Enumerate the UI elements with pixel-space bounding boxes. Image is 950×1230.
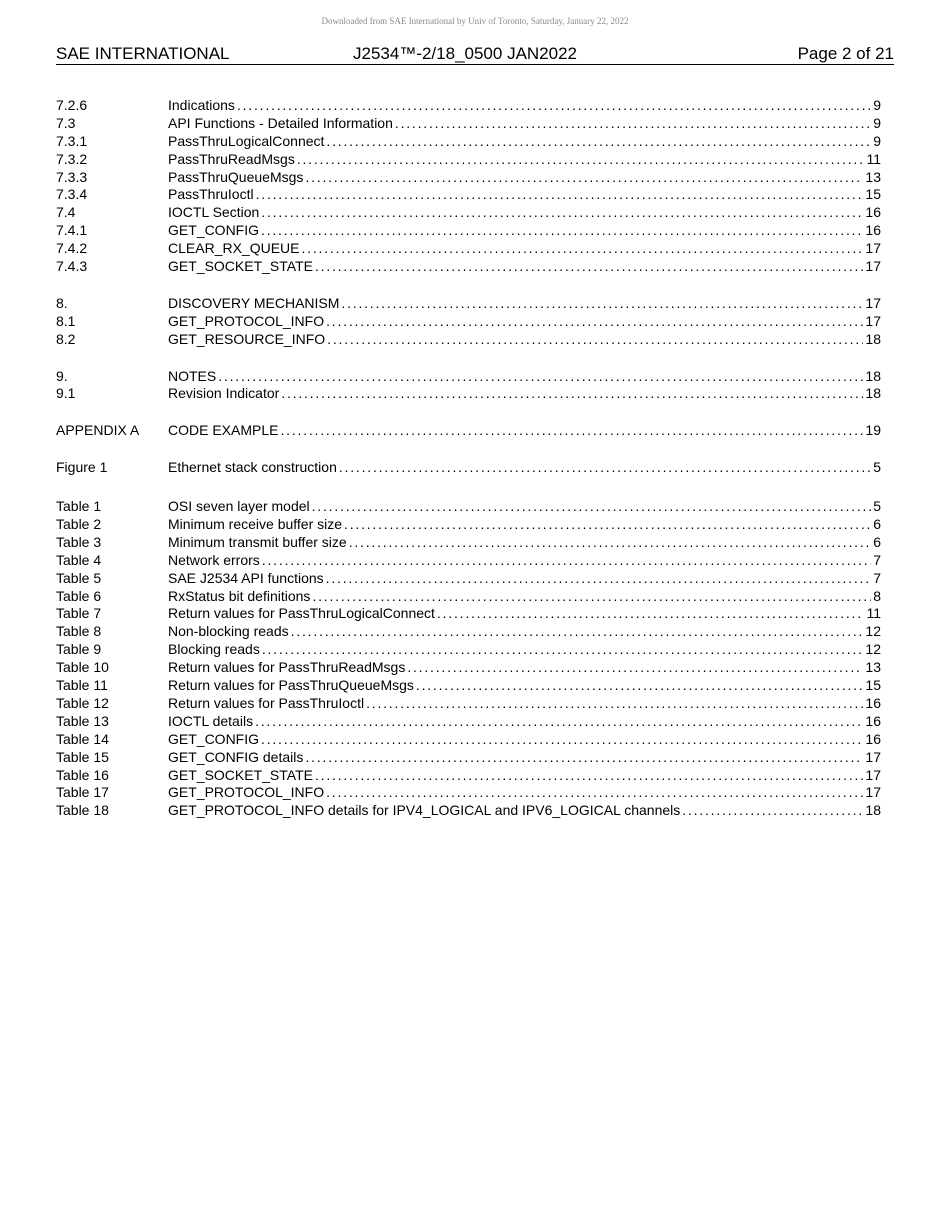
toc-entry-title: Minimum receive buffer size [168, 516, 343, 533]
toc-entry-title: CODE EXAMPLE [168, 422, 279, 439]
toc-entry[interactable] [56, 151, 881, 169]
header-doc-id: J2534™-2/18_0500 JAN2022 [353, 44, 577, 63]
toc-entry-body [168, 313, 881, 331]
table-of-contents [56, 97, 881, 820]
toc-dot-leader [395, 115, 871, 133]
toc-entry-title: RxStatus bit definitions [168, 587, 311, 604]
toc-entry-number: 7.2.6 [56, 97, 88, 113]
toc-entry-body [168, 731, 881, 749]
toc-dot-leader [261, 731, 863, 749]
toc-entry-page: 11 [866, 605, 881, 622]
toc-dot-leader [437, 605, 865, 623]
toc-entry[interactable] [56, 498, 881, 516]
toc-entry-number: APPENDIX A [56, 422, 140, 439]
toc-entry-title: Blocking reads [168, 641, 260, 658]
toc-entry-title: Indications [168, 97, 235, 113]
toc-entry-number: Table 5 [56, 569, 102, 586]
toc-entry-body [168, 133, 881, 151]
toc-entry-page: 18 [865, 385, 881, 402]
page-header [56, 43, 894, 65]
toc-entry-page: 12 [865, 641, 881, 658]
toc-dot-leader [341, 295, 863, 313]
toc-entry-body [168, 802, 881, 820]
toc-entry-body [168, 368, 881, 386]
toc-entry-title: SAE J2534 API functions [168, 569, 324, 586]
toc-entry-title: Minimum transmit buffer size [168, 533, 347, 550]
toc-entry[interactable] [56, 313, 881, 331]
toc-entry-number: Table 11 [56, 677, 108, 694]
header-page-label: Page 2 of 21 [797, 44, 894, 63]
toc-entry[interactable] [56, 169, 881, 187]
toc-entry-body [168, 784, 881, 802]
toc-entry-title: GET_SOCKET_STATE [168, 258, 313, 275]
toc-dot-leader [407, 659, 863, 677]
toc-entry-number: 7.3.2 [56, 150, 88, 167]
toc-dot-leader [312, 498, 872, 516]
toc-entry-body [168, 186, 881, 204]
toc-entry-number: Table 3 [56, 533, 102, 550]
toc-dot-leader [261, 204, 863, 222]
toc-dot-leader [349, 534, 872, 552]
toc-entry[interactable] [56, 641, 881, 659]
toc-entry-body [168, 641, 881, 659]
toc-entry-title: NOTES [168, 367, 217, 384]
toc-entry[interactable] [56, 222, 881, 240]
toc-entry-body [168, 115, 881, 133]
header-org: SAE INTERNATIONAL [56, 44, 230, 63]
toc-entry-body [168, 151, 881, 169]
toc-entry-number: Table 2 [56, 516, 102, 533]
toc-dot-leader [312, 588, 871, 606]
toc-entry[interactable] [56, 588, 881, 606]
toc-entry-number: Table 15 [56, 748, 109, 765]
toc-entry-number: Figure 1 [56, 459, 108, 476]
toc-entry-page: 5 [873, 459, 881, 476]
toc-entry-number: Table 16 [56, 766, 109, 783]
toc-entry-page: 17 [865, 766, 881, 783]
toc-entry-body [168, 295, 881, 313]
toc-entry-title: CLEAR_RX_QUEUE [168, 240, 300, 257]
toc-group-section-9 [56, 368, 881, 404]
toc-dot-leader [261, 222, 863, 240]
toc-dot-leader [327, 331, 863, 349]
toc-entry-number: Table 17 [56, 784, 109, 801]
toc-entry-page: 7 [873, 551, 881, 568]
toc-dot-leader [315, 258, 863, 276]
toc-entry-number: Table 18 [56, 802, 109, 819]
toc-dot-leader [262, 552, 871, 570]
toc-entry-title: Revision Indicator [168, 385, 280, 402]
toc-dot-leader [339, 459, 871, 477]
toc-entry[interactable] [56, 368, 881, 386]
toc-entry[interactable] [56, 422, 881, 440]
toc-dot-leader [291, 623, 864, 641]
toc-entry-body [168, 169, 881, 187]
toc-dot-leader [315, 767, 863, 785]
toc-dot-leader [326, 784, 863, 802]
toc-entry[interactable] [56, 552, 881, 570]
toc-entry-title: GET_PROTOCOL_INFO [168, 312, 325, 329]
toc-entry[interactable] [56, 784, 881, 802]
toc-entry-title: IOCTL Section [168, 204, 260, 221]
toc-dot-leader [297, 151, 865, 169]
toc-entry-title: GET_SOCKET_STATE [168, 766, 313, 783]
toc-entry-page: 5 [873, 498, 881, 515]
toc-entry-number: 9. [56, 367, 68, 384]
toc-entry-title: Return values for PassThruIoctl [168, 694, 365, 711]
toc-entry[interactable] [56, 295, 881, 313]
download-watermark: Downloaded from SAE International by Univ of Toronto, Saturday, January 22, 2022 [321, 16, 629, 26]
toc-entry-page: 16 [865, 204, 881, 221]
toc-entry-number: 7.3.3 [56, 168, 88, 185]
toc-entry-number: Table 8 [56, 623, 102, 640]
toc-entry-number: 8. [56, 294, 68, 311]
toc-entry-page: 16 [865, 694, 881, 711]
toc-entry-title: PassThruReadMsgs [168, 150, 295, 167]
toc-entry-body [168, 204, 881, 222]
toc-entry-page: 6 [873, 516, 881, 533]
toc-dot-leader [344, 516, 871, 534]
toc-entry[interactable] [56, 570, 881, 588]
toc-entry-page: 9 [873, 132, 881, 149]
toc-entry-number: Table 1 [56, 498, 102, 515]
toc-group-appendix [56, 422, 881, 440]
toc-entry-body [168, 498, 881, 516]
toc-entry-title: Return values for PassThruLogicalConnect [168, 605, 435, 622]
toc-entry-number: 7.3 [56, 114, 76, 131]
toc-entry-page: 6 [873, 533, 881, 550]
toc-entry[interactable] [56, 97, 881, 115]
toc-entry-number: Table 4 [56, 551, 102, 568]
toc-entry-title: GET_CONFIG [168, 730, 260, 747]
toc-entry-title: Network errors [168, 551, 260, 568]
toc-entry-number: 7.4.2 [56, 240, 88, 257]
toc-entry-body [168, 258, 881, 276]
toc-entry-title: IOCTL details [168, 712, 254, 729]
toc-entry[interactable] [56, 767, 881, 785]
toc-dot-leader [262, 641, 864, 659]
toc-entry-number: 8.2 [56, 330, 76, 347]
toc-entry-page: 17 [865, 258, 881, 275]
toc-entry[interactable] [56, 516, 881, 534]
toc-entry-title: API Functions - Detailed Information [168, 114, 393, 131]
toc-entry[interactable] [56, 240, 881, 258]
toc-entry-body [168, 534, 881, 552]
toc-entry[interactable] [56, 749, 881, 767]
toc-entry-body [168, 677, 881, 695]
toc-entry-body [168, 331, 881, 349]
toc-dot-leader [416, 677, 864, 695]
toc-entry-body [168, 588, 881, 606]
toc-entry[interactable] [56, 802, 881, 820]
toc-dot-leader [218, 368, 863, 386]
toc-entry-number: 7.3.4 [56, 186, 88, 203]
toc-entry[interactable] [56, 731, 881, 749]
toc-group-sections-7 [56, 97, 881, 276]
toc-entry-number: Table 9 [56, 641, 102, 658]
toc-entry-title: GET_PROTOCOL_INFO [168, 784, 325, 801]
toc-entry[interactable] [56, 695, 881, 713]
toc-entry-title: DISCOVERY MECHANISM [168, 294, 340, 311]
toc-entry[interactable] [56, 133, 881, 151]
toc-entry-page: 9 [873, 114, 881, 131]
toc-entry[interactable] [56, 605, 881, 623]
toc-entry-body [168, 422, 881, 440]
toc-entry-body [168, 570, 881, 588]
toc-entry-page: 15 [865, 677, 881, 694]
toc-entry-page: 17 [865, 294, 881, 311]
toc-entry-title: GET_PROTOCOL_INFO details for IPV4_LOGICAL and IPV6_LOGICAL channels [168, 802, 681, 819]
toc-entry-page: 16 [865, 730, 881, 747]
toc-entry-body [168, 459, 881, 477]
toc-entry-title: Return values for PassThruReadMsgs [168, 659, 406, 676]
toc-entry-body [168, 713, 881, 731]
toc-group-tables [56, 498, 881, 820]
toc-dot-leader [326, 313, 863, 331]
toc-entry[interactable] [56, 623, 881, 641]
toc-entry-page: 16 [865, 222, 881, 239]
toc-dot-leader [255, 713, 863, 731]
toc-entry-page: 13 [865, 659, 881, 676]
toc-entry-body [168, 240, 881, 258]
toc-dot-leader [281, 385, 863, 403]
toc-entry-body [168, 695, 881, 713]
toc-entry-title: GET_RESOURCE_INFO [168, 330, 326, 347]
toc-dot-leader [326, 570, 872, 588]
toc-entry-number: Table 7 [56, 605, 102, 622]
toc-dot-leader [256, 186, 864, 204]
toc-entry[interactable] [56, 459, 881, 477]
toc-entry-body [168, 516, 881, 534]
toc-dot-leader [305, 749, 863, 767]
toc-entry-body [168, 623, 881, 641]
toc-entry-page: 9 [873, 97, 881, 113]
toc-entry-page: 17 [865, 240, 881, 257]
toc-entry-title: PassThruIoctl [168, 186, 254, 203]
toc-entry-page: 18 [865, 367, 881, 384]
toc-entry-body [168, 659, 881, 677]
toc-entry-page: 18 [865, 802, 881, 819]
toc-entry[interactable] [56, 534, 881, 552]
toc-entry-body [168, 605, 881, 623]
toc-entry-page: 15 [865, 186, 881, 203]
toc-entry-title: Non-blocking reads [168, 623, 289, 640]
toc-entry-title: GET_CONFIG [168, 222, 260, 239]
toc-entry-page: 17 [865, 312, 881, 329]
toc-dot-leader [237, 97, 871, 115]
toc-entry[interactable] [56, 115, 881, 133]
toc-entry-page: 13 [865, 168, 881, 185]
toc-entry-body [168, 222, 881, 240]
toc-entry-title: PassThruQueueMsgs [168, 168, 304, 185]
toc-dot-leader [302, 240, 864, 258]
toc-entry-page: 7 [873, 569, 881, 586]
toc-entry-page: 8 [873, 587, 881, 604]
toc-entry-number: 7.4 [56, 204, 76, 221]
toc-entry-number: 7.4.1 [56, 222, 88, 239]
toc-entry-title: Ethernet stack construction [168, 459, 337, 476]
toc-entry-number: Table 13 [56, 712, 109, 729]
toc-dot-leader [305, 169, 863, 187]
toc-entry-page: 17 [865, 784, 881, 801]
toc-entry-number: 8.1 [56, 312, 76, 329]
toc-entry-number: Table 10 [56, 659, 109, 676]
toc-entry-title: Return values for PassThruQueueMsgs [168, 677, 414, 694]
toc-entry[interactable] [56, 385, 881, 403]
toc-entry-page: 18 [865, 330, 881, 347]
toc-entry[interactable] [56, 713, 881, 731]
toc-entry-page: 11 [866, 150, 881, 167]
toc-entry-number: 7.4.3 [56, 258, 88, 275]
toc-entry[interactable] [56, 186, 881, 204]
toc-entry-title: PassThruLogicalConnect [168, 132, 325, 149]
toc-group-figures [56, 459, 881, 477]
toc-entry-body [168, 552, 881, 570]
toc-entry-page: 19 [865, 422, 881, 439]
toc-entry-page: 12 [865, 623, 881, 640]
toc-entry[interactable] [56, 204, 881, 222]
toc-entry[interactable] [56, 258, 881, 276]
toc-entry-body [168, 749, 881, 767]
toc-dot-leader [326, 133, 871, 151]
toc-entry[interactable] [56, 677, 881, 695]
toc-dot-leader [366, 695, 863, 713]
toc-dot-leader [280, 422, 863, 440]
toc-entry-body [168, 97, 881, 115]
toc-entry-body [168, 385, 881, 403]
toc-dot-leader [682, 802, 863, 820]
toc-group-section-8 [56, 295, 881, 349]
toc-entry-number: Table 6 [56, 587, 102, 604]
toc-entry-number: Table 12 [56, 694, 109, 711]
toc-entry-number: 9.1 [56, 385, 76, 402]
toc-entry-number: Table 14 [56, 730, 109, 747]
toc-entry-number: 7.3.1 [56, 132, 88, 149]
toc-entry-body [168, 767, 881, 785]
toc-entry-page: 16 [865, 712, 881, 729]
toc-entry-page: 17 [865, 748, 881, 765]
toc-entry-title: GET_CONFIG details [168, 748, 304, 765]
toc-entry[interactable] [56, 659, 881, 677]
toc-entry[interactable] [56, 331, 881, 349]
toc-entry-title: OSI seven layer model [168, 498, 310, 515]
